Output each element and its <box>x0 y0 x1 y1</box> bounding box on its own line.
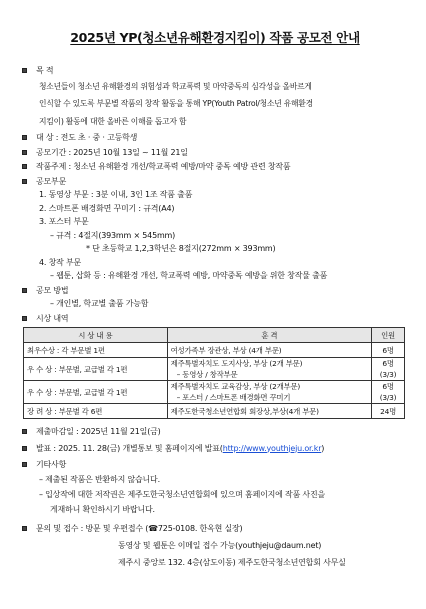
purpose-line: 청소년들이 청소년 유해환경의 위험성과 학교폭력 및 마약중독의 심각성을 올바르게 <box>39 81 312 91</box>
square-bullet-icon <box>22 316 27 321</box>
square-bullet-icon <box>22 68 27 73</box>
table-row <box>24 404 405 419</box>
period-text: 공모기간 : 2025년 10월 13일 ~ 11월 21일 <box>36 147 188 157</box>
other-line: 게재하니 확인하시기 바랍니다. <box>50 504 155 514</box>
announce-tail: ) <box>321 443 325 453</box>
table-row <box>24 343 405 358</box>
column-header: 시 상 내 용 <box>24 328 168 343</box>
square-bullet-icon <box>22 446 27 451</box>
column-header: 훈 격 <box>167 328 371 343</box>
count-cell <box>372 381 405 404</box>
theme-text: 작품주제 : 청소년 유해환경 개선/학교폭력 예방/마약 중독 예방 관련 창작품 <box>36 162 291 171</box>
contact-line <box>22 520 408 537</box>
count-cell: 6명 <box>372 343 405 358</box>
table-row <box>24 381 405 404</box>
square-bullet-icon <box>22 150 27 155</box>
other-line: – 입상작에 대한 저작권은 제주도한국청소년연합회에 있으며 홈페이지에 작품 사진을 <box>39 489 326 499</box>
category-item: 2. 스마트폰 배경화면 꾸미기 : 규격(A4) <box>39 203 175 213</box>
theme-line <box>22 160 408 174</box>
count-cell <box>372 358 405 381</box>
awards-heading <box>22 312 408 326</box>
count-split: (3/3) <box>379 370 397 379</box>
honor-subline: – 포스터 / 스마트폰 배경화면 꾸미기 <box>176 393 291 402</box>
category-item: 3. 포스터 부문 <box>39 217 89 226</box>
award-cell: 장 려 상 : 부문별 각 6편 <box>24 404 168 419</box>
period-line <box>22 146 408 160</box>
other-label: 기타사항 <box>36 460 67 469</box>
deadline-text: 제출마감일 : 2025년 11월 21일(금) <box>36 427 161 436</box>
count-line: 6명 <box>382 359 394 368</box>
method-heading <box>22 284 408 298</box>
other-line: – 제출된 작품은 반환하지 않습니다. <box>39 474 160 484</box>
square-bullet-icon <box>22 135 27 140</box>
homepage-link[interactable]: http://www.youthjeju.or.kr <box>222 443 322 453</box>
page-title: 2025년 YP(청소년유해환경지킴이) 작품 공모전 안내 <box>70 30 360 45</box>
awards-table <box>23 327 405 419</box>
count-line: 6명 <box>382 382 394 391</box>
purpose-heading <box>22 64 408 78</box>
count-cell: 24명 <box>372 404 405 419</box>
category-item: 4. 창작 부문 <box>39 257 82 267</box>
category-subitem: – 규격 : 4절지(393mm × 545mm) <box>50 230 176 240</box>
category-item: 1. 동영상 부문 : 3분 이내, 3인 1조 작품 출품 <box>39 190 193 199</box>
categories-heading <box>22 175 408 189</box>
announce-text: 발표 : 2025. 11. 28(금) 개별통보 및 홈페이지에 발표( <box>36 443 223 453</box>
square-bullet-icon <box>22 526 27 531</box>
count-split: (3/3) <box>379 393 397 402</box>
square-bullet-icon <box>22 288 27 293</box>
honor-cell: 여성가족부 장관상, 부상 (4개 부문) <box>167 343 371 358</box>
category-subitem: – 웹툰, 삽화 등 : 유해환경 개선, 학교폭력 예방, 마약중독 예방을 위한 창작물 출품 <box>50 271 328 280</box>
award-cell: 우 수 상 : 부문별, 교급별 각 1편 <box>24 381 168 404</box>
column-header: 인원 <box>372 328 405 343</box>
deadline-line <box>22 425 408 439</box>
square-bullet-icon <box>22 164 27 169</box>
purpose-line: 지킴이) 활동에 대한 올바른 이해를 돕고자 함 <box>39 116 187 126</box>
contact-text: 문의 및 접수 : 방문 및 우편접수 (☎725-0108. 한옥현 실장) <box>36 523 243 533</box>
table-row <box>24 358 405 381</box>
announcement-document <box>22 27 408 571</box>
honor-cell: 제주도한국청소년연합회 회장상,부상(4개 부문) <box>167 404 371 419</box>
target-text: 대 상 : 전도 초 · 중 · 고등학생 <box>36 133 138 142</box>
square-bullet-icon <box>22 462 27 467</box>
purpose-label: 목 적 <box>36 66 54 75</box>
table-header-row <box>24 328 405 343</box>
award-cell: 우 수 상 : 부문별, 교급별 각 1편 <box>24 358 168 381</box>
target-line <box>22 131 408 145</box>
honor-subline: – 동영상 / 창작부문 <box>176 370 238 379</box>
purpose-text <box>22 78 408 131</box>
awards-label: 시상 내역 <box>36 313 69 323</box>
contact-address-line: 제주시 중앙로 132. 4층(삼도이동) 제주도한국청소년연합회 사무실 <box>118 557 346 567</box>
honor-line: 제주특별자치도 도지사상, 부상 (2개 부문) <box>170 359 303 368</box>
honor-cell <box>167 381 371 404</box>
square-bullet-icon <box>22 179 27 184</box>
purpose-line: 인식할 수 있도록 부문별 작품의 창작 활동을 통해 YP(Youth Patrol/청소년 유해환경 <box>39 99 313 108</box>
categories-label: 공모부문 <box>36 176 67 186</box>
contact-email-line: 동영상 및 웹툰은 이메일 접수 가능(youthjeju@daum.net) <box>118 540 322 550</box>
other-heading <box>22 458 408 472</box>
square-bullet-icon <box>22 429 27 434</box>
award-cell: 최우수상 : 각 부문별 1편 <box>24 343 168 358</box>
announce-line <box>22 442 408 456</box>
category-note: * 단 초등학교 1,2,3학년은 8절지(272mm × 393mm) <box>86 244 276 253</box>
method-text: – 개인별, 학교별 출품 가능함 <box>50 299 149 308</box>
honor-cell <box>167 358 371 381</box>
method-label: 공모 방법 <box>36 285 69 295</box>
honor-line: 제주특별자치도 교육감상, 부상 (2개부문) <box>170 382 301 391</box>
